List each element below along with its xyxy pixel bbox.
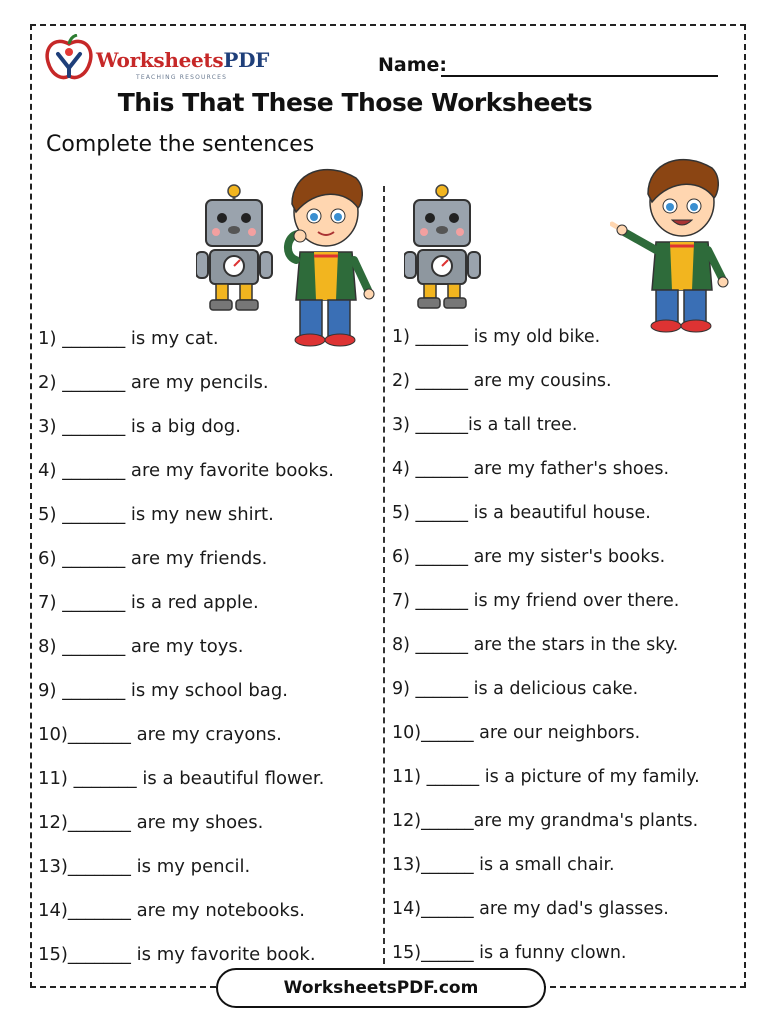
footer-website-link[interactable]: WorksheetsPDF.com — [216, 968, 546, 1008]
list-item: 13)______ is a small chair. — [392, 855, 615, 875]
name-input-line[interactable] — [441, 75, 718, 77]
pointing-boy-icon — [612, 160, 728, 332]
list-item: 2) _______ are my pencils. — [38, 372, 269, 393]
boy-icon — [288, 170, 374, 346]
list-item: 1) ______ is my old bike. — [392, 327, 601, 347]
list-item: 4) ______ are my father's shoes. — [392, 459, 670, 479]
list-item: 5) ______ is a beautiful house. — [392, 503, 651, 523]
list-item: 7) ______ is my friend over there. — [392, 591, 680, 611]
robot-illustration-right — [404, 180, 484, 320]
worksheetspdf-logo — [44, 34, 270, 84]
list-item: 2) ______ are my cousins. — [392, 371, 612, 391]
apple-icon — [44, 34, 94, 82]
list-item: 6) ______ are my sister's books. — [392, 547, 666, 567]
page-title: This That These Those Worksheets — [117, 88, 593, 117]
list-item: 11) ______ is a picture of my family. — [392, 767, 700, 787]
robot-and-boy-illustration — [196, 160, 376, 350]
list-item: 6) _______ are my friends. — [38, 548, 268, 569]
list-item: 15)_______ is my favorite book. — [38, 944, 316, 965]
list-item: 14)______ are my dad's glasses. — [392, 899, 669, 919]
list-item: 4) _______ are my favorite books. — [38, 460, 334, 481]
list-item: 9) ______ is a delicious cake. — [392, 679, 639, 699]
instructions: Complete the sentences — [46, 132, 315, 157]
column-divider — [383, 186, 385, 964]
list-item: 13)_______ is my pencil. — [38, 856, 251, 877]
list-item: 3) _______ is a big dog. — [38, 416, 241, 437]
list-item: 7) _______ is a red apple. — [38, 592, 259, 613]
list-item: 12)_______ are my shoes. — [38, 812, 264, 833]
list-item: 3) ______is a tall tree. — [392, 415, 578, 435]
list-item: 10)______ are our neighbors. — [392, 723, 641, 743]
robot-icon — [196, 185, 272, 310]
logo-wordmark: WorksheetsPDF — [96, 48, 270, 72]
pointing-boy-illustration — [610, 150, 740, 340]
list-item: 8) ______ are the stars in the sky. — [392, 635, 679, 655]
list-item: 1) _______ is my cat. — [38, 328, 219, 349]
list-item: 10)_______ are my crayons. — [38, 724, 282, 745]
logo-tagline: TEACHING RESOURCES — [136, 74, 228, 81]
list-item: 9) _______ is my school bag. — [38, 680, 288, 701]
list-item: 11) _______ is a beautiful flower. — [38, 768, 325, 789]
name-label: Name: — [378, 54, 448, 76]
list-item: 12)______are my grandma's plants. — [392, 811, 699, 831]
list-item: 15)______ is a funny clown. — [392, 943, 627, 963]
list-item: 14)_______ are my notebooks. — [38, 900, 305, 921]
list-item: 8) _______ are my toys. — [38, 636, 244, 657]
list-item: 5) _______ is my new shirt. — [38, 504, 274, 525]
robot-icon — [404, 185, 480, 308]
